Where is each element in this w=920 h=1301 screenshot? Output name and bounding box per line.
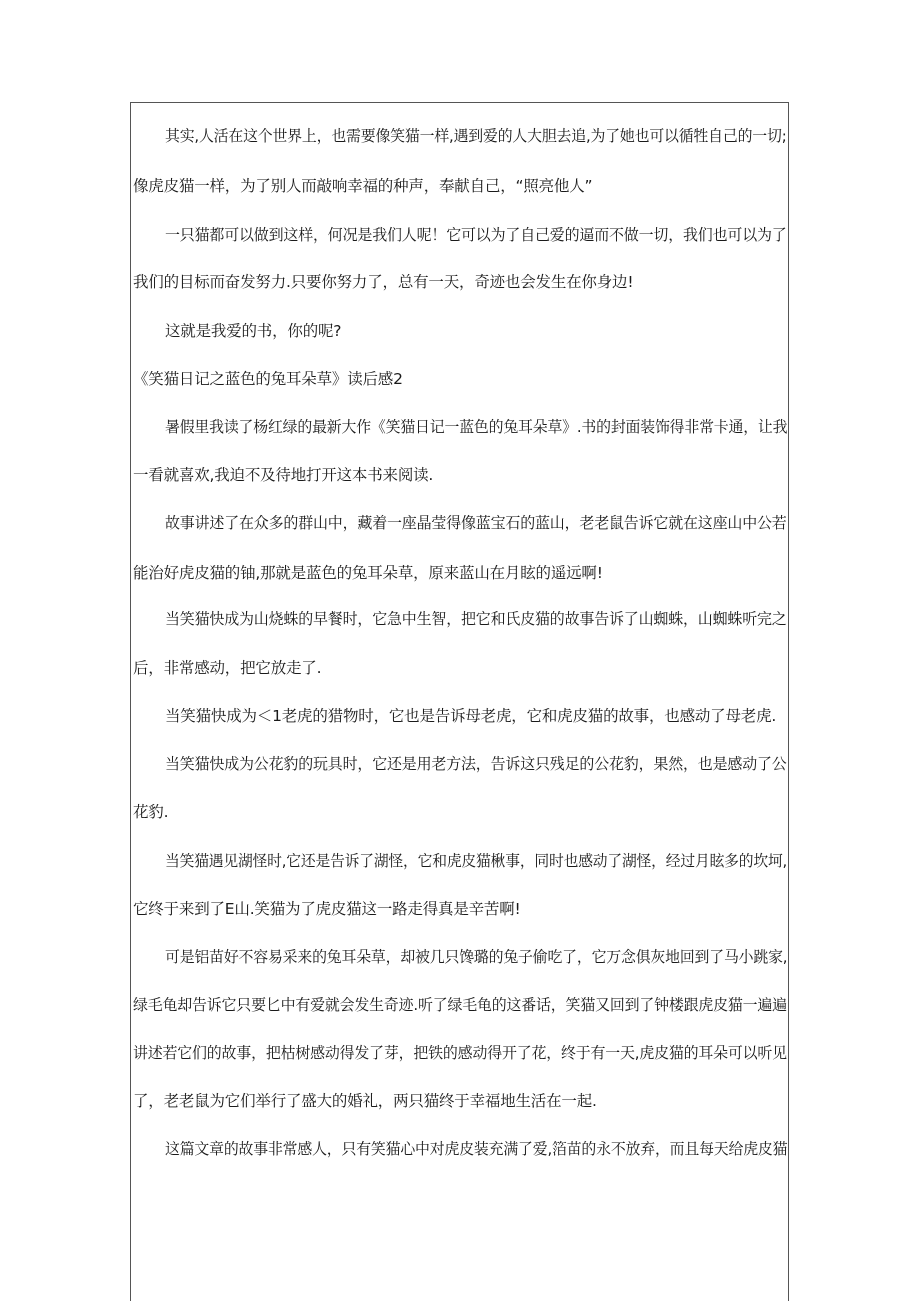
text-line: 它终于来到了E山.笑猫为了虎皮猫这一路走得真是辛苦啊!: [133, 900, 521, 918]
text-line: 暑假里我读了杨红绿的最新大作《笑猫日记一蓝色的兔耳朵草》.书的封面装饰得非常卡通，让我: [165, 418, 788, 436]
text-line: 讲述若它们的故事，把枯树感动得发了芽，把铁的感动得开了花，终于有一天,虎皮猫的耳朵可以听见: [133, 1044, 787, 1062]
text-line: 了，老老鼠为它们举行了盛大的婚礼，两只猫终于幸福地生活在一起.: [133, 1092, 597, 1110]
text-line: 当笑猫快成为＜1老虎的猎物时，它也是告诉母老虎，它和虎皮猫的故事，也感动了母老虎.: [165, 707, 777, 725]
text-line: 这就是我爱的书，你的呢?: [165, 322, 342, 340]
text-line: 故事讲述了在众多的群山中，藏着一座晶莹得像蓝宝石的蓝山，老老鼠告诉它就在这座山中公若: [165, 514, 787, 532]
text-line: 花豹.: [133, 803, 169, 821]
text-line: 其实,人活在这个世界上，也需要像笑猫一样,遇到爱的人大胆去追,为了她也可以循牲自己的一切;: [165, 127, 787, 145]
text-line: 一看就喜欢,我迫不及待地打开这本书来阅读.: [133, 466, 434, 484]
text-line: 我们的目标而奋发努力.只要你努力了，总有一天，奇迹也会发生在你身边!: [133, 273, 634, 291]
section-heading: 《笑猫日记之蓝色的兔耳朵草》读后感2: [133, 370, 403, 388]
text-line: 一只猫都可以做到这样，何况是我们人呢！它可以为了自己爱的逼而不做一切，我们也可以为了: [165, 226, 787, 244]
text-line: 可是铝苗好不容易采来的兔耳朵草，却被几只馋璐的兔子偷吃了，它万念俱灰地回到了马小跳家,: [165, 948, 788, 966]
text-line: 绿毛龟却告诉它只要匕中有爱就会发生奇迹.听了绿毛龟的这番话，笑猫又回到了钟楼跟虎皮猫一遍遍: [133, 996, 787, 1014]
text-line: 当笑猫快成为公花豹的玩具时，它还是用老方法，告诉这只残足的公花豹，果然，也是感动了公: [165, 755, 787, 773]
text-line: 像虎皮猫一样，为了别人而敲响幸福的种声，奉献自己，“照亮他人”: [133, 177, 593, 195]
text-line: 这篇文章的故事非常感人，只有笑猫心中对虎皮装充满了爱,箔苗的永不放弃，而且每天给虎皮猫: [165, 1140, 788, 1158]
text-line: 当笑猫遇见湖怪时,它还是告诉了湖怪，它和虎皮猫楸事，同时也感动了湖怪，经过月眩多的坎坷,: [165, 852, 788, 870]
text-line: 当笑猫快成为山烧蛛的早餐时，它急中生智，把它和氏皮猫的故事告诉了山蜘蛛，山蜘蛛听完之: [165, 610, 787, 628]
text-line: 能治好虎皮猫的铀,那就是蓝色的兔耳朵草，原来蓝山在月眩的遥远啊!: [133, 564, 603, 582]
text-line: 后，非常感动，把它放走了.: [133, 659, 322, 677]
